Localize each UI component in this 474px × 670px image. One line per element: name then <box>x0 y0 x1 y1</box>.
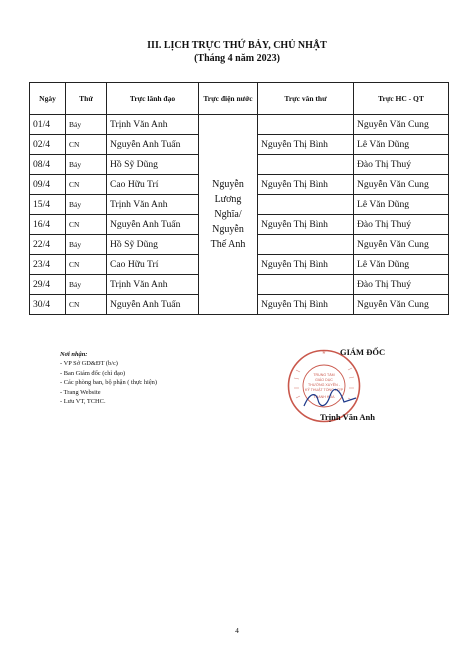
column-header-van-thu: Trực văn thư <box>258 83 354 115</box>
cell-van-thu <box>258 155 354 175</box>
cell-lanh-dao: Trịnh Văn Anh <box>107 275 199 295</box>
svg-text:THANH HÓA: THANH HÓA <box>313 395 335 399</box>
dien-nuoc-line: Lương <box>214 194 242 205</box>
cell-thu: CN <box>66 215 107 235</box>
column-header-ngay: Ngày <box>30 83 66 115</box>
table-header-row <box>30 83 449 115</box>
cell-lanh-dao: Hồ Sỹ Dũng <box>107 235 199 255</box>
cell-thu: Bảy <box>66 115 107 135</box>
svg-text:THƯỜNG XUYÊN -: THƯỜNG XUYÊN - <box>308 383 340 387</box>
cell-thu: Bảy <box>66 235 107 255</box>
cell-van-thu: Nguyễn Thị Bình <box>258 295 354 315</box>
cell-lanh-dao: Cao Hữu Trí <box>107 175 199 195</box>
cell-van-thu <box>258 115 354 135</box>
recipients-heading: Nơi nhận: <box>60 351 88 358</box>
recipient-item: - Các phòng ban, bộ phận ( thực hiện) <box>60 379 157 387</box>
cell-hc-qt: Đào Thị Thuý <box>354 275 449 295</box>
cell-ngay: 09/4 <box>30 175 66 195</box>
table-row <box>30 115 449 135</box>
cell-ngay: 23/4 <box>30 255 66 275</box>
cell-hc-qt: Nguyễn Văn Cung <box>354 235 449 255</box>
cell-hc-qt: Nguyễn Văn Cung <box>354 115 449 135</box>
duty-schedule-table <box>29 82 449 315</box>
cell-lanh-dao: Nguyễn Anh Tuấn <box>107 135 199 155</box>
cell-thu: CN <box>66 135 107 155</box>
cell-hc-qt: Lê Văn Dũng <box>354 255 449 275</box>
cell-dien-nuoc-merged <box>199 115 258 315</box>
svg-text:GIÁO DỤC: GIÁO DỤC <box>315 378 333 382</box>
cell-van-thu: Nguyễn Thị Bình <box>258 215 354 235</box>
cell-ngay: 30/4 <box>30 295 66 315</box>
svg-text:★: ★ <box>321 350 327 356</box>
cell-lanh-dao: Nguyễn Anh Tuấn <box>107 295 199 315</box>
column-header-hc-qt: Trực HC - QT <box>354 83 449 115</box>
cell-ngay: 02/4 <box>30 135 66 155</box>
svg-text:KỸ THUẬT TỔNG HỢP: KỸ THUẬT TỔNG HỢP <box>304 388 344 392</box>
signer-name: Trịnh Văn Anh <box>320 412 375 422</box>
document-subtitle: (Tháng 4 năm 2023) <box>194 53 280 64</box>
recipient-item: - VP Sở GD&ĐT (b/c) <box>60 360 118 368</box>
cell-hc-qt: Đào Thị Thuý <box>354 215 449 235</box>
cell-van-thu <box>258 275 354 295</box>
cell-lanh-dao: Nguyễn Anh Tuấn <box>107 215 199 235</box>
cell-van-thu <box>258 235 354 255</box>
dien-nuoc-line: Nghĩa/ <box>214 209 242 220</box>
cell-hc-qt: Nguyễn Văn Cung <box>354 295 449 315</box>
document-title: III. LỊCH TRỰC THỨ BẢY, CHỦ NHẬT <box>147 40 327 51</box>
column-header-thu: Thứ <box>66 83 107 115</box>
signature-title: GIÁM ĐỐC <box>340 347 386 357</box>
cell-lanh-dao: Trịnh Văn Anh <box>107 195 199 215</box>
cell-thu: Bảy <box>66 195 107 215</box>
cell-van-thu: Nguyễn Thị Bình <box>258 255 354 275</box>
cell-lanh-dao: Trịnh Văn Anh <box>107 115 199 135</box>
column-header-dien-nuoc: Trực điện nước <box>199 83 258 115</box>
page-number: 4 <box>235 626 239 635</box>
recipient-item: - Trang Website <box>60 388 101 396</box>
cell-van-thu: Nguyễn Thị Bình <box>258 175 354 195</box>
cell-thu: CN <box>66 255 107 275</box>
handwritten-signature <box>300 388 360 412</box>
cell-hc-qt: Đào Thị Thuý <box>354 155 449 175</box>
recipient-item: - Ban Giám đốc (chỉ đạo) <box>60 369 126 377</box>
cell-ngay: 08/4 <box>30 155 66 175</box>
cell-van-thu <box>258 195 354 215</box>
cell-ngay: 29/4 <box>30 275 66 295</box>
dien-nuoc-line: Nguyễn <box>212 179 244 190</box>
column-header-lanh-dao: Trực lãnh đạo <box>107 83 199 115</box>
cell-thu: CN <box>66 295 107 315</box>
cell-lanh-dao: Hồ Sỹ Dũng <box>107 155 199 175</box>
cell-van-thu: Nguyễn Thị Bình <box>258 135 354 155</box>
cell-ngay: 01/4 <box>30 115 66 135</box>
cell-lanh-dao: Cao Hữu Trí <box>107 255 199 275</box>
dien-nuoc-line: Thế Anh <box>210 239 246 250</box>
recipient-item: - Lưu VT, TCHC. <box>60 398 106 406</box>
cell-ngay: 22/4 <box>30 235 66 255</box>
cell-thu: CN <box>66 175 107 195</box>
cell-thu: Bảy <box>66 155 107 175</box>
cell-hc-qt: Nguyễn Văn Cung <box>354 175 449 195</box>
cell-hc-qt: Lê Văn Dũng <box>354 195 449 215</box>
cell-ngay: 15/4 <box>30 195 66 215</box>
recipients-list <box>60 350 157 406</box>
cell-thu: Bảy <box>66 275 107 295</box>
cell-hc-qt: Lê Văn Dũng <box>354 135 449 155</box>
dien-nuoc-line: Nguyễn <box>212 224 244 235</box>
svg-text:TRUNG TÂM: TRUNG TÂM <box>313 373 335 377</box>
cell-ngay: 16/4 <box>30 215 66 235</box>
